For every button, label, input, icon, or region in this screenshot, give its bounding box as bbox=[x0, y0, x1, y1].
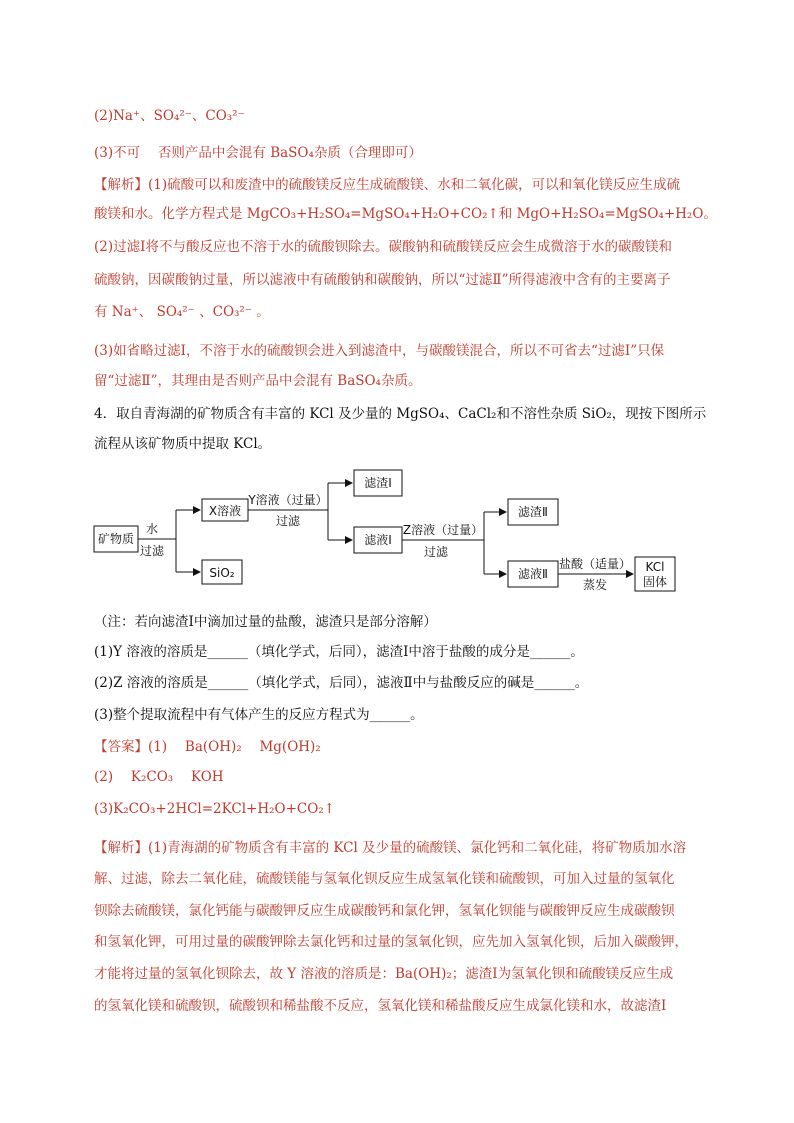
analysis-line-1: 【解析】(1)硫酸可以和废渣中的硫酸镁反应生成硫酸镁、水和二氧化碳，可以和氧化镁反应生成硫 bbox=[94, 177, 681, 193]
question-4-part-2: (2)Z 溶液的溶质是______（填化学式，后同），滤液Ⅱ中与盐酸反应的碱是______。 bbox=[94, 675, 589, 691]
explanation-4-line-3: 钡除去硫酸镁，氯化钙能与碳酸钾反应生成碳酸钙和氯化钾，氢氧化钡能与碳酸钾反应生成碳酸钡 bbox=[94, 903, 675, 919]
label-hcl: 盐酸（适量） bbox=[558, 557, 632, 571]
label-kcl: KCl bbox=[645, 560, 665, 574]
analysis-line-5: 有 Na⁺、 SO₄²⁻ 、CO₃²⁻ 。 bbox=[94, 304, 270, 320]
explanation-4-line-6: 的氢氧化镁和硫酸钡，硫酸钡和稀盐酸不反应，氢氧化镁和稀盐酸反应生成氯化镁和水，故滤渣Ⅰ bbox=[94, 998, 667, 1014]
label-water: 水 bbox=[145, 522, 159, 536]
analysis-line-3: (2)过滤Ⅰ将不与酸反应也不溶于水的硫酸钡除去。碳酸钠和硫酸镁反应会生成微溶于水的碳酸镁和 bbox=[94, 239, 672, 255]
label-z-reagent: Z溶液（过量） bbox=[402, 523, 484, 537]
process-flow-diagram bbox=[92, 465, 692, 595]
label-filtrate-2: 滤液Ⅱ bbox=[518, 567, 548, 581]
answer-4-line-3: (3)K₂CO₃+2HCl=2KCl+H₂O+CO₂↑ bbox=[94, 801, 336, 817]
question-4-stem-2: 流程从该矿物质中提取 KCl。 bbox=[94, 436, 272, 452]
explanation-4-line-1: 【解析】(1)青海湖的矿物质含有丰富的 KCl 及少量的硫酸镁、氯化钙和二氧化硅，将矿物质加水溶 bbox=[94, 840, 687, 856]
analysis-line-6: (3)如省略过滤Ⅰ，不溶于水的硫酸钡会进入到滤渣中，与碳酸镁混合，所以不可省去“过滤Ⅰ”只保 bbox=[94, 343, 665, 359]
label-filter-3: 过滤 bbox=[423, 545, 449, 559]
explanation-4-line-4: 和氢氧化钾，可用过量的碳酸钾除去氯化钙和过量的氢氧化钡，应先加入氢氧化钡，后加入碳酸钾， bbox=[94, 934, 688, 950]
label-residue-2: 滤渣Ⅱ bbox=[518, 505, 548, 519]
label-x-solution: X溶液 bbox=[208, 504, 242, 518]
label-evaporate: 蒸发 bbox=[582, 578, 608, 592]
label-mineral: 矿物质 bbox=[97, 532, 135, 546]
answer-line-3: (3)不可 否则产品中会混有 BaSO₄杂质（合理即可） bbox=[94, 145, 422, 161]
label-filter-1: 过滤 bbox=[139, 544, 165, 558]
answer-4-line-1: 【答案】(1) Ba(OH)₂ Mg(OH)₂ bbox=[94, 739, 321, 755]
label-solid: 固体 bbox=[642, 575, 668, 589]
answer-4-line-2: (2) K₂CO₃ KOH bbox=[94, 769, 224, 785]
label-filtrate-1: 滤液Ⅰ bbox=[364, 533, 392, 547]
question-4-part-3: (3)整个提取流程中有气体产生的反应方程式为______。 bbox=[94, 707, 424, 723]
analysis-line-2: 酸镁和水。化学方程式是 MgCO₃+H₂SO₄=MgSO₄+H₂O+CO₂↑和 MgO+H₂SO₄=MgSO₄+H₂O。 bbox=[94, 206, 717, 222]
label-y-reagent: Y溶液（过量） bbox=[248, 493, 328, 507]
label-sio2: SiO₂ bbox=[209, 566, 235, 580]
label-residue-1: 滤渣Ⅰ bbox=[364, 476, 392, 490]
question-4-stem-1: 4．取自青海湖的矿物质含有丰富的 KCl 及少量的 MgSO₄、CaCl₂和不溶性杂质 SiO₂，现按下图所示 bbox=[94, 406, 707, 422]
analysis-line-7: 留“过滤Ⅱ”，其理由是否则产品中会混有 BaSO₄杂质。 bbox=[94, 373, 422, 389]
explanation-4-line-5: 才能将过量的氢氧化钡除去，故 Y 溶液的溶质是：Ba(OH)₂；滤渣Ⅰ为氢氧化钡和硫酸镁反应生成 bbox=[94, 966, 674, 982]
label-filter-2: 过滤 bbox=[275, 514, 301, 528]
explanation-4-line-2: 解、过滤，除去二氧化硅，硫酸镁能与氢氧化钡反应生成氢氧化镁和硫酸钡，可加入过量的氢氧化 bbox=[94, 871, 675, 887]
question-4-part-1: (1)Y 溶液的溶质是______（填化学式，后同），滤渣Ⅰ中溶于盐酸的成分是______。 bbox=[94, 644, 584, 660]
answer-line-2: (2)Na⁺、SO₄²⁻、CO₃²⁻ bbox=[94, 108, 245, 124]
analysis-line-4: 硫酸钠，因碳酸钠过量，所以滤液中有硫酸钠和碳酸钠，所以“过滤Ⅱ”所得滤液中含有的主要离子 bbox=[94, 272, 671, 288]
question-4-note: （注：若向滤渣Ⅰ中滴加过量的盐酸，滤渣只是部分溶解） bbox=[94, 614, 437, 630]
